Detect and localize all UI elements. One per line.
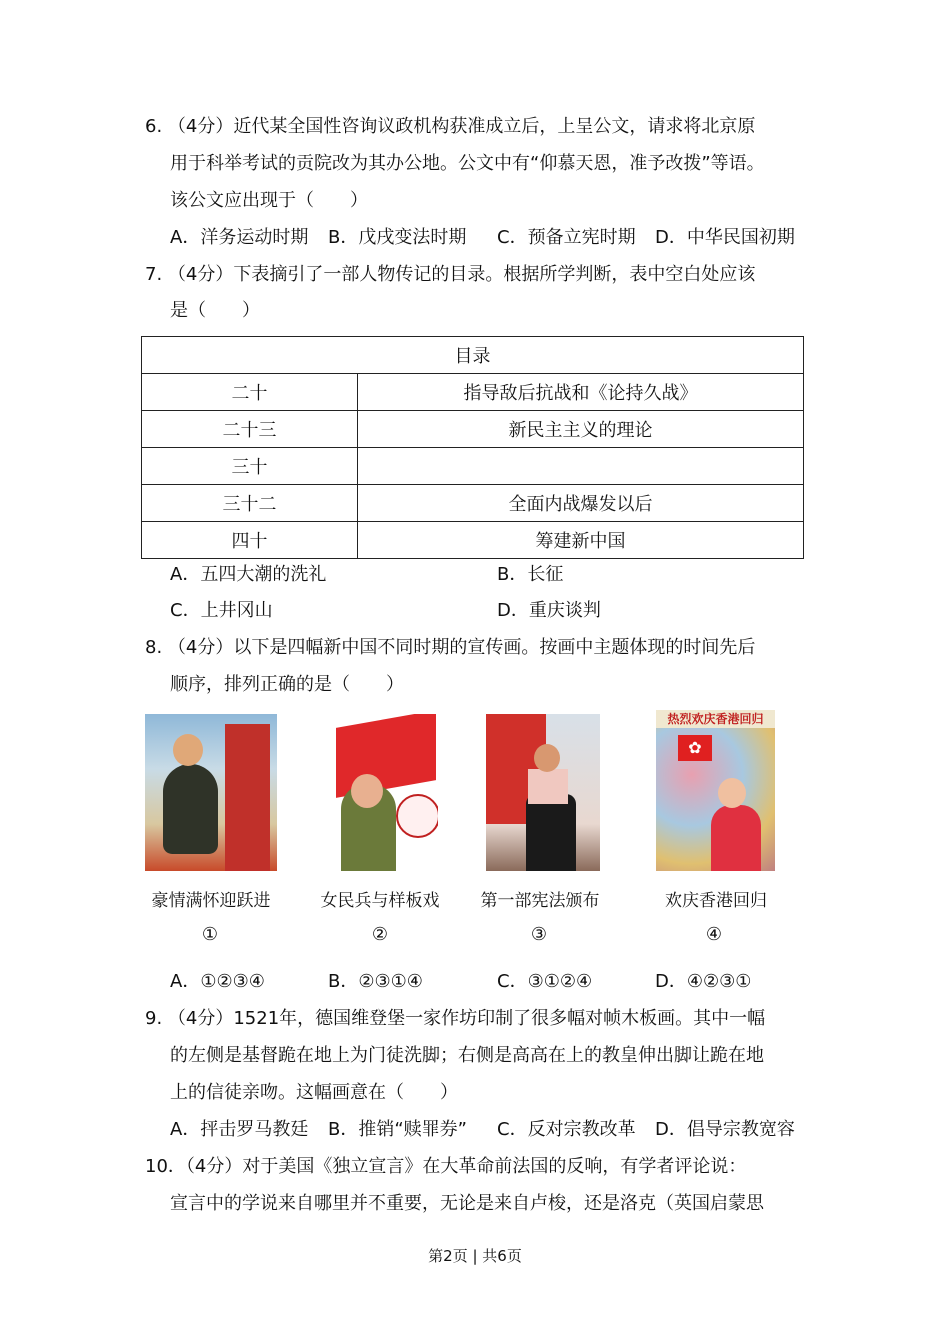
chapter-title: 新民主主义的理论 [358, 411, 804, 448]
q7-option-a: A．五四大潮的洗礼 [170, 564, 327, 585]
q6-line-3: 该公文应出现于（ ） [170, 190, 368, 211]
q7-line-1: 7. （4分）下表摘引了一部人物传记的目录。根据所学判断，表中空白处应该 [145, 264, 756, 285]
q6-option-c: C．预备立宪时期 [497, 227, 636, 248]
table-row [142, 374, 804, 411]
q6-line-2: 用于科举考试的贡院改为其办公地。公文中有“仰慕天恩，准予改拨”等语。 [170, 153, 765, 174]
poster-2-caption: 女民兵与样板戏 [320, 891, 440, 911]
q7-option-d: D．重庆谈判 [497, 600, 601, 621]
chapter-title: 指导敌后抗战和《论持久战》 [358, 374, 804, 411]
q6-line-1: 6. （4分）近代某全国性咨询议政机构获准成立后，上呈公文，请求将北京原 [145, 116, 756, 137]
q9-option-b: B．推销“赎罪券” [328, 1119, 467, 1140]
q8-option-c: C．③①②④ [497, 971, 593, 992]
q9-line-1: 9. （4分）1521年，德国维登堡一家作坊印制了很多幅对帧木板画。其中一幅 [145, 1008, 766, 1029]
q9-line-2: 的左侧是基督跪在地上为门徒洗脚；右侧是高高在上的教皇伸出脚让跪在地 [170, 1045, 764, 1066]
poster-3-number: ③ [530, 924, 548, 945]
q8-option-d: D．④②③① [655, 971, 752, 992]
q8-line-1: 8. （4分）以下是四幅新中国不同时期的宣传画。按画中主题体现的时间先后 [145, 637, 756, 658]
q8-line-2: 顺序，排列正确的是（ ） [170, 674, 404, 695]
chapter-number: 三十 [142, 448, 358, 485]
poster-4-caption: 欢庆香港回归 [665, 891, 767, 911]
q9-line-3: 上的信徒亲吻。这幅画意在（ ） [170, 1082, 458, 1103]
chapter-title: 全面内战爆发以后 [358, 485, 804, 522]
poster-2-image [316, 714, 438, 871]
chapter-number: 二十三 [142, 411, 358, 448]
chapter-number: 四十 [142, 522, 358, 559]
table-row [142, 522, 804, 559]
poster-4-image [656, 710, 775, 871]
q6-option-b: B．戊戌变法时期 [328, 227, 467, 248]
q6-option-d: D．中华民国初期 [655, 227, 795, 248]
poster-3-caption: 第一部宪法颁布 [480, 891, 600, 911]
poster-3-image [486, 714, 600, 871]
chapter-number: 三十二 [142, 485, 358, 522]
poster-2-number: ② [371, 924, 389, 945]
hong-kong-flag-icon: ✿ [678, 735, 712, 761]
poster-1-caption: 豪情满怀迎跃进 [151, 891, 271, 911]
q10-line-2: 宣言中的学说来自哪里并不重要，无论是来自卢梭，还是洛克（英国启蒙思 [170, 1193, 764, 1214]
table-row [142, 411, 804, 448]
chapter-title: 筹建新中国 [358, 522, 804, 559]
q10-line-1: 10．（4分）对于美国《独立宣言》在大革命前法国的反响，有学者评论说： [145, 1156, 747, 1177]
q7-option-b: B．长征 [497, 564, 564, 585]
poster-4-banner: 热烈欢庆香港回归 [656, 710, 775, 728]
table-row [142, 485, 804, 522]
chapter-number: 二十 [142, 374, 358, 411]
q9-option-c: C．反对宗教改革 [497, 1119, 636, 1140]
contents-table [141, 336, 804, 559]
q7-option-c: C．上井冈山 [170, 600, 273, 621]
q7-line-2: 是（ ） [170, 300, 260, 321]
table-header: 目录 [142, 337, 804, 374]
page-footer: 第2页 | 共6页 [428, 1247, 522, 1265]
q8-option-b: B．②③①④ [328, 971, 423, 992]
q9-option-a: A．抨击罗马教廷 [170, 1119, 309, 1140]
poster-1-number: ① [201, 924, 219, 945]
q6-option-a: A．洋务运动时期 [170, 227, 309, 248]
poster-4-number: ④ [705, 924, 723, 945]
q9-option-d: D．倡导宗教宽容 [655, 1119, 795, 1140]
q8-option-a: A．①②③④ [170, 971, 265, 992]
chapter-title-blank [358, 448, 804, 485]
table-row [142, 448, 804, 485]
poster-1-image [145, 714, 277, 871]
